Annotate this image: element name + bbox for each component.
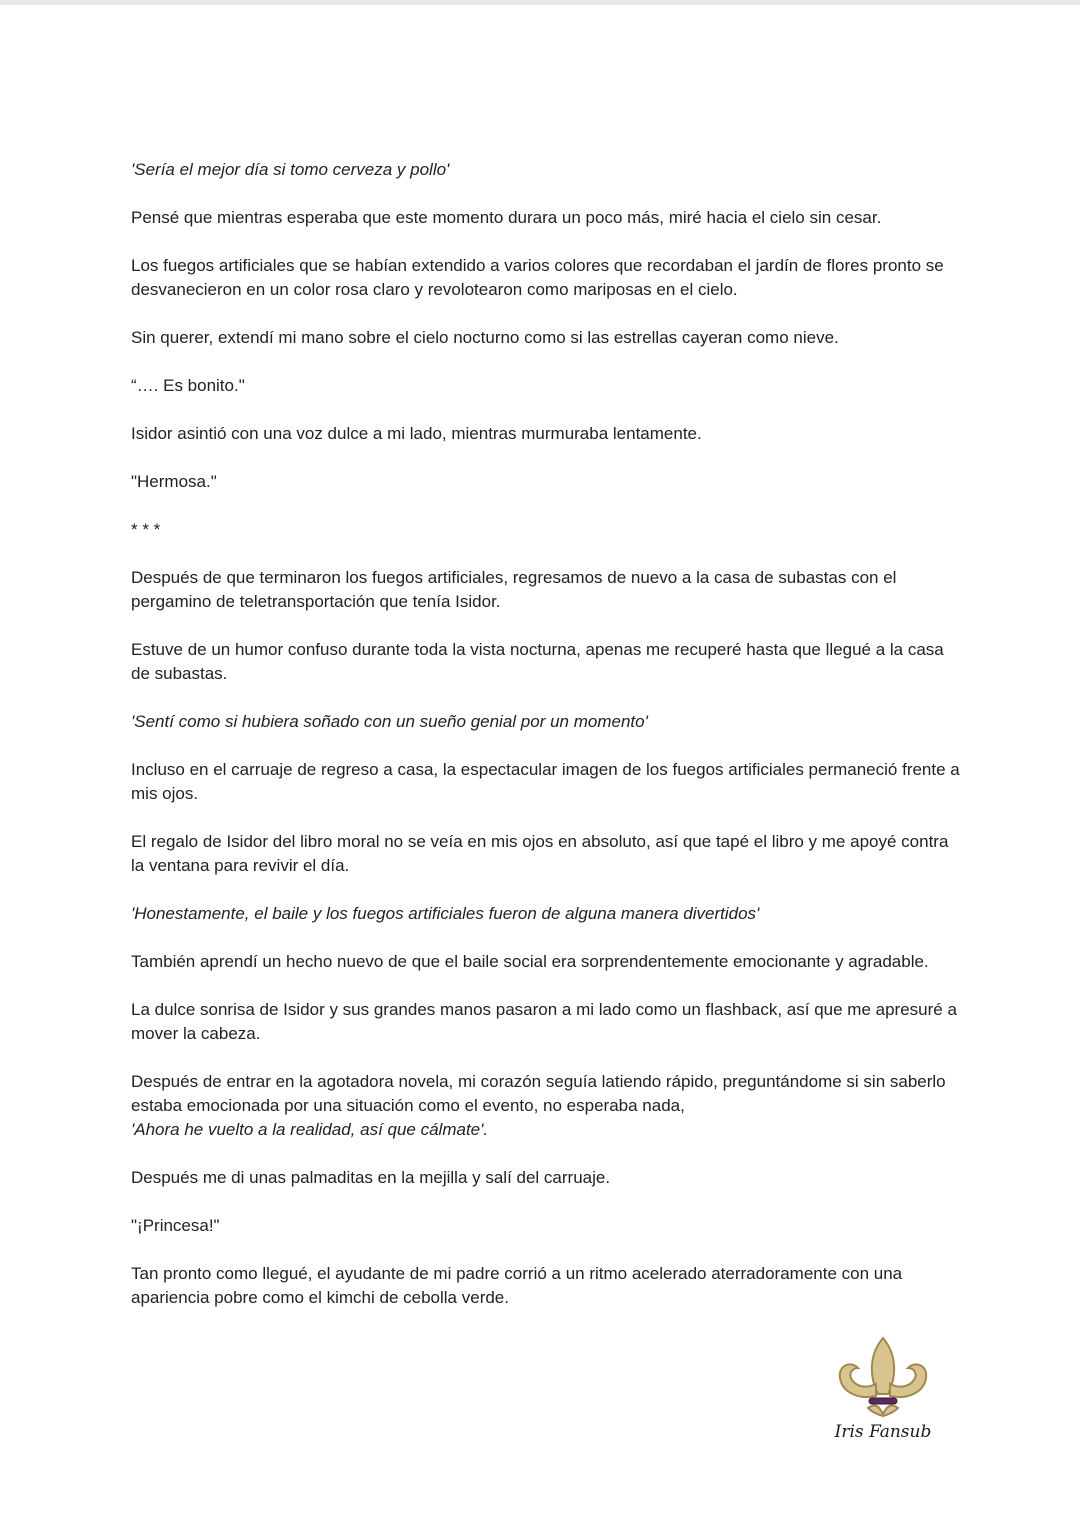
watermark-logo	[828, 1334, 938, 1454]
paragraph: 'Sería el mejor día si tomo cerveza y pollo'	[131, 160, 450, 179]
top-edge-bar	[0, 0, 1080, 5]
dialogue-line: "Hermosa."	[131, 472, 217, 491]
paragraph: Tan pronto como llegué, el ayudante de mi padre corrió a un ritmo acelerado aterradoramente con una apariencia pobre como el kimchi de cebolla verde.	[131, 1264, 903, 1307]
dialogue-line: “…. Es bonito."	[131, 376, 245, 395]
dialogue-line: "¡Princesa!"	[131, 1216, 220, 1235]
paragraph-text: Después de entrar en la agotadora novela, mi corazón seguía latiendo rápido, preguntándome si sin saberlo estaba emocionada por una situación como el evento, no esperaba nada,	[131, 1072, 946, 1115]
paragraph: Los fuegos artificiales que se habían extendido a varios colores que recordaban el jardín de flores pronto se desvanecieron en un color rosa claro y revolotearon como mariposas en el cielo.	[131, 256, 944, 299]
paragraph: Sin querer, extendí mi mano sobre el cielo nocturno como si las estrellas cayeran como nieve.	[131, 328, 839, 347]
watermark-text: Iris Fansub	[834, 1422, 932, 1442]
paragraph: El regalo de Isidor del libro moral no se veía en mis ojos en absoluto, así que tapé el libro y me apoyé contra la ventana para revivir el día.	[131, 832, 949, 875]
paragraph: Isidor asintió con una voz dulce a mi lado, mientras murmuraba lentamente.	[131, 424, 702, 443]
scene-break: * * *	[131, 520, 161, 539]
paragraph: Pensé que mientras esperaba que este momento durara un poco más, miré hacia el cielo sin cesar.	[131, 208, 882, 227]
fleur-de-lis-icon	[828, 1334, 938, 1424]
paragraph: Incluso en el carruaje de regreso a casa, la espectacular imagen de los fuegos artificiales permaneció frente a mis ojos.	[131, 760, 960, 803]
paragraph: Después me di unas palmaditas en la mejilla y salí del carruaje.	[131, 1168, 611, 1187]
paragraph: Después de que terminaron los fuegos artificiales, regresamos de nuevo a la casa de subastas con el pergamino de teletransportación que tenía Isidor.	[131, 568, 897, 611]
paragraph	[131, 1070, 961, 1142]
paragraph: También aprendí un hecho nuevo de que el baile social era sorprendentemente emocionante y agradable.	[131, 952, 929, 971]
paragraph: 'Honestamente, el baile y los fuegos artificiales fueron de alguna manera divertidos'	[131, 904, 760, 923]
paragraph: Estuve de un humor confuso durante toda la vista nocturna, apenas me recuperé hasta que llegué a la casa de subastas.	[131, 640, 944, 683]
paragraph-italic-tail: 'Ahora he vuelto a la realidad, así que cálmate'.	[131, 1120, 489, 1139]
document-body	[131, 158, 961, 1334]
paragraph: La dulce sonrisa de Isidor y sus grandes manos pasaron a mi lado como un flashback, así que me apresuré a mover la cabeza.	[131, 1000, 957, 1043]
paragraph: 'Sentí como si hubiera soñado con un sueño genial por un momento'	[131, 712, 648, 731]
